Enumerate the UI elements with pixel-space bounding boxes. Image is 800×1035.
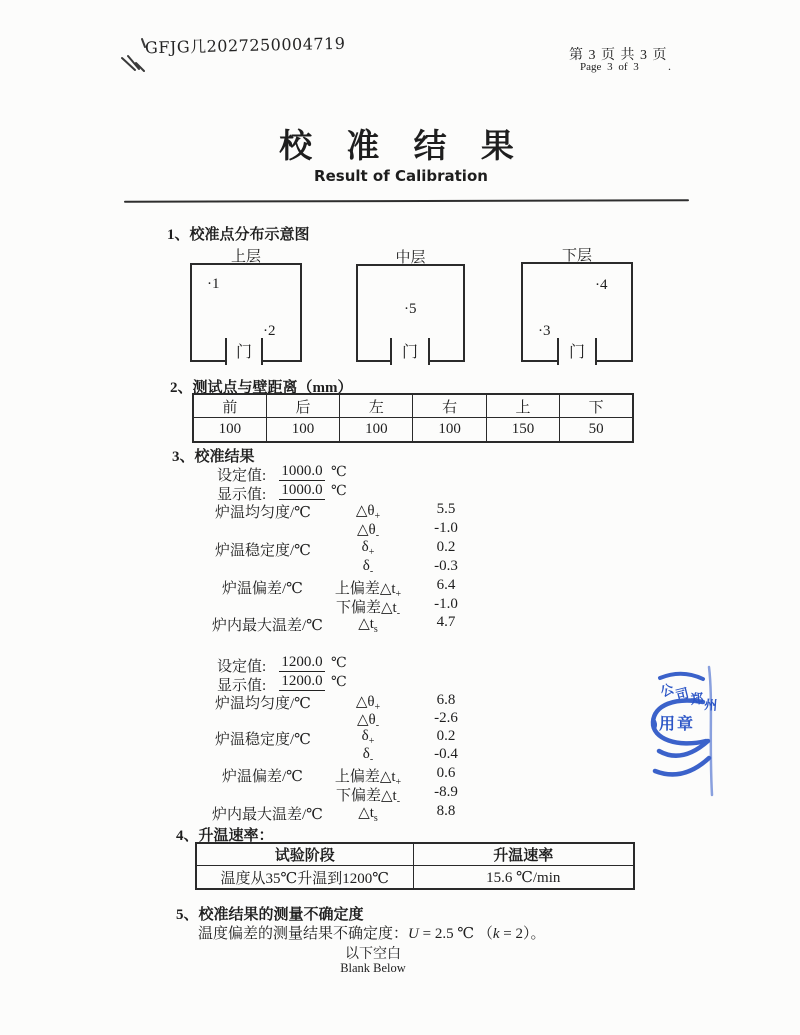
wall-value-cell: 50 [560,418,633,443]
seal-arc-char: 郑 [689,691,705,708]
row-symbol: 上偏差$\triangle t_+$ [334,769,402,788]
row-symbol: $\delta_-$ [362,558,374,577]
row-value: 6.4 [436,577,456,593]
display-value-unit: ℃ [331,675,347,690]
display-value: 1000.0 [279,482,325,500]
wall-header-cell: 右 [413,394,486,418]
row-label: 炉内最大温差/℃ [212,807,323,823]
row-symbol: 上偏差$\triangle t_+$ [334,581,402,600]
heating-stage-cell: 温度从35℃升温到1200℃ [196,866,413,890]
wall-distance-table [192,393,634,443]
display-value-label: 显示值: [217,487,267,503]
set-value-unit: ℃ [331,656,347,671]
row-symbol: $\triangle t_s$ [358,616,378,635]
set-value-label: 设定值: [217,659,267,675]
point-label: ·1 [207,276,220,292]
row-label: 炉温稳定度/℃ [215,543,311,559]
row-value: 4.7 [436,614,456,630]
display-value-unit: ℃ [331,484,347,499]
seal-smudge-line [709,667,712,795]
uncertainty-prefix: 温度偏差的测量结果不确定度： [198,926,409,942]
row-label: 炉温偏差/℃ [222,581,303,597]
document-title-en: Result of Calibration [314,167,488,185]
title-divider [124,199,689,202]
wall-value-cell: 100 [266,418,339,443]
row-label: 炉温稳定度/℃ [215,732,311,748]
row-symbol: $\triangle\theta_-$ [356,522,380,541]
point-label: ·3 [538,323,551,339]
display-value-label: 显示值: [217,678,267,694]
door-label: 门 [568,344,585,361]
row-value: 6.8 [436,692,456,708]
page-number-cn: 第 3 页 共 3 页 [569,48,668,63]
diagram-box-lower [521,248,633,362]
uncertainty-line [198,922,546,943]
row-value: 0.2 [436,539,456,555]
row-symbol: $\delta_+$ [361,728,375,747]
section2-heading: 2、测试点与壁距离（mm） [170,380,353,396]
page-number-en: Page 3 of 3 [580,61,639,73]
heating-header-cell: 升温速率 [413,843,634,866]
row-value: 0.2 [436,728,456,744]
row-label: 炉内最大温差/℃ [212,618,323,634]
row-symbol: $\delta_+$ [361,539,375,558]
heating-rate-table [195,842,635,890]
row-symbol: $\delta_-$ [362,746,374,765]
handwritten-mark-icon [112,34,164,82]
seal-arc-text [659,681,718,733]
diagram-box-middle [356,250,465,362]
wall-header-cell: 前 [193,394,266,418]
wall-value-cell: 100 [193,418,266,443]
row-symbol: 下偏差$\triangle t_-$ [335,788,401,807]
section3-heading: 3、校准结果 [172,449,255,465]
heating-rate-cell: 15.6 ℃/min [413,866,634,890]
certificate-number: GFJG几2027250004719 [144,33,346,58]
heating-value-row [196,866,634,890]
uncertainty-u-symbol: U [408,926,419,942]
section4-heading: 4、升温速率： [176,828,274,844]
row-value: -0.3 [434,558,458,574]
row-symbol: 下偏差$\triangle t_-$ [335,600,401,619]
wall-value-cell: 150 [486,418,559,443]
row-value: -8.9 [434,784,458,800]
wall-header-cell: 下 [560,394,633,418]
set-value-label: 设定值: [217,468,267,484]
set-value: 1200.0 [279,654,325,672]
wall-value-cell: 100 [340,418,413,443]
door-label: 门 [401,344,418,361]
blank-below-cn: 以下空白 [345,947,401,962]
uncertainty-k-value: = 2）。 [499,926,546,942]
row-value: -2.6 [434,710,458,726]
point-label: ·4 [595,277,608,293]
wall-header-cell: 后 [266,394,339,418]
diagram-box-upper [190,249,302,362]
row-label: 炉温偏差/℃ [222,769,303,785]
layer-label: 中层 [395,250,426,266]
row-value: -1.0 [434,596,458,612]
seal-arc-char: 司 [674,686,691,704]
row-value: 0.6 [436,765,456,781]
row-value: 8.8 [436,803,456,819]
set-value-unit: ℃ [331,465,347,480]
wall-value-cell: 100 [413,418,486,443]
seal-arc-char: 公 [658,681,677,701]
wall-value-row [193,418,633,443]
blank-below-en: Blank Below [340,961,406,975]
uncertainty-u-value: = 2.5 ℃ （ [418,926,493,942]
row-label: 炉温均匀度/℃ [215,696,311,712]
row-value: -0.4 [434,746,458,762]
display-value: 1200.0 [279,673,325,691]
heating-header-row [196,843,634,866]
wall-header-cell: 左 [340,394,413,418]
uncertainty-k-symbol: k [492,926,500,942]
company-seal-stamp [630,645,725,815]
layer-label: 下层 [561,248,592,264]
door-label: 门 [235,344,252,361]
layer-label: 上层 [230,249,261,265]
point-label: ·5 [404,301,417,317]
seal-center-text: 用章 [659,714,696,733]
document-title-cn: 校 准 结 果 [279,129,527,165]
wall-header-row [193,394,633,418]
point-label: ·2 [263,323,276,339]
row-label: 炉温均匀度/℃ [215,505,311,521]
row-symbol: $\triangle\theta_+$ [355,694,381,713]
section1-heading: 1、校准点分布示意图 [167,227,310,243]
row-value: -1.0 [434,520,458,536]
row-symbol: $\triangle\theta_+$ [355,503,381,522]
seal-bottom-arc [655,758,709,774]
row-symbol: $\triangle\theta_-$ [356,712,380,731]
page-number-dot: . [668,59,671,73]
row-value: 5.5 [436,501,456,517]
row-symbol: $\triangle t_s$ [358,805,378,824]
section5-heading: 5、校准结果的测量不确定度 [176,907,364,923]
seal-arc-char: 州 [703,698,718,714]
heating-header-cell: 试验阶段 [196,843,413,866]
set-value: 1000.0 [279,463,325,481]
seal-outer-top-arc [660,674,703,679]
wall-header-cell: 上 [486,394,559,418]
